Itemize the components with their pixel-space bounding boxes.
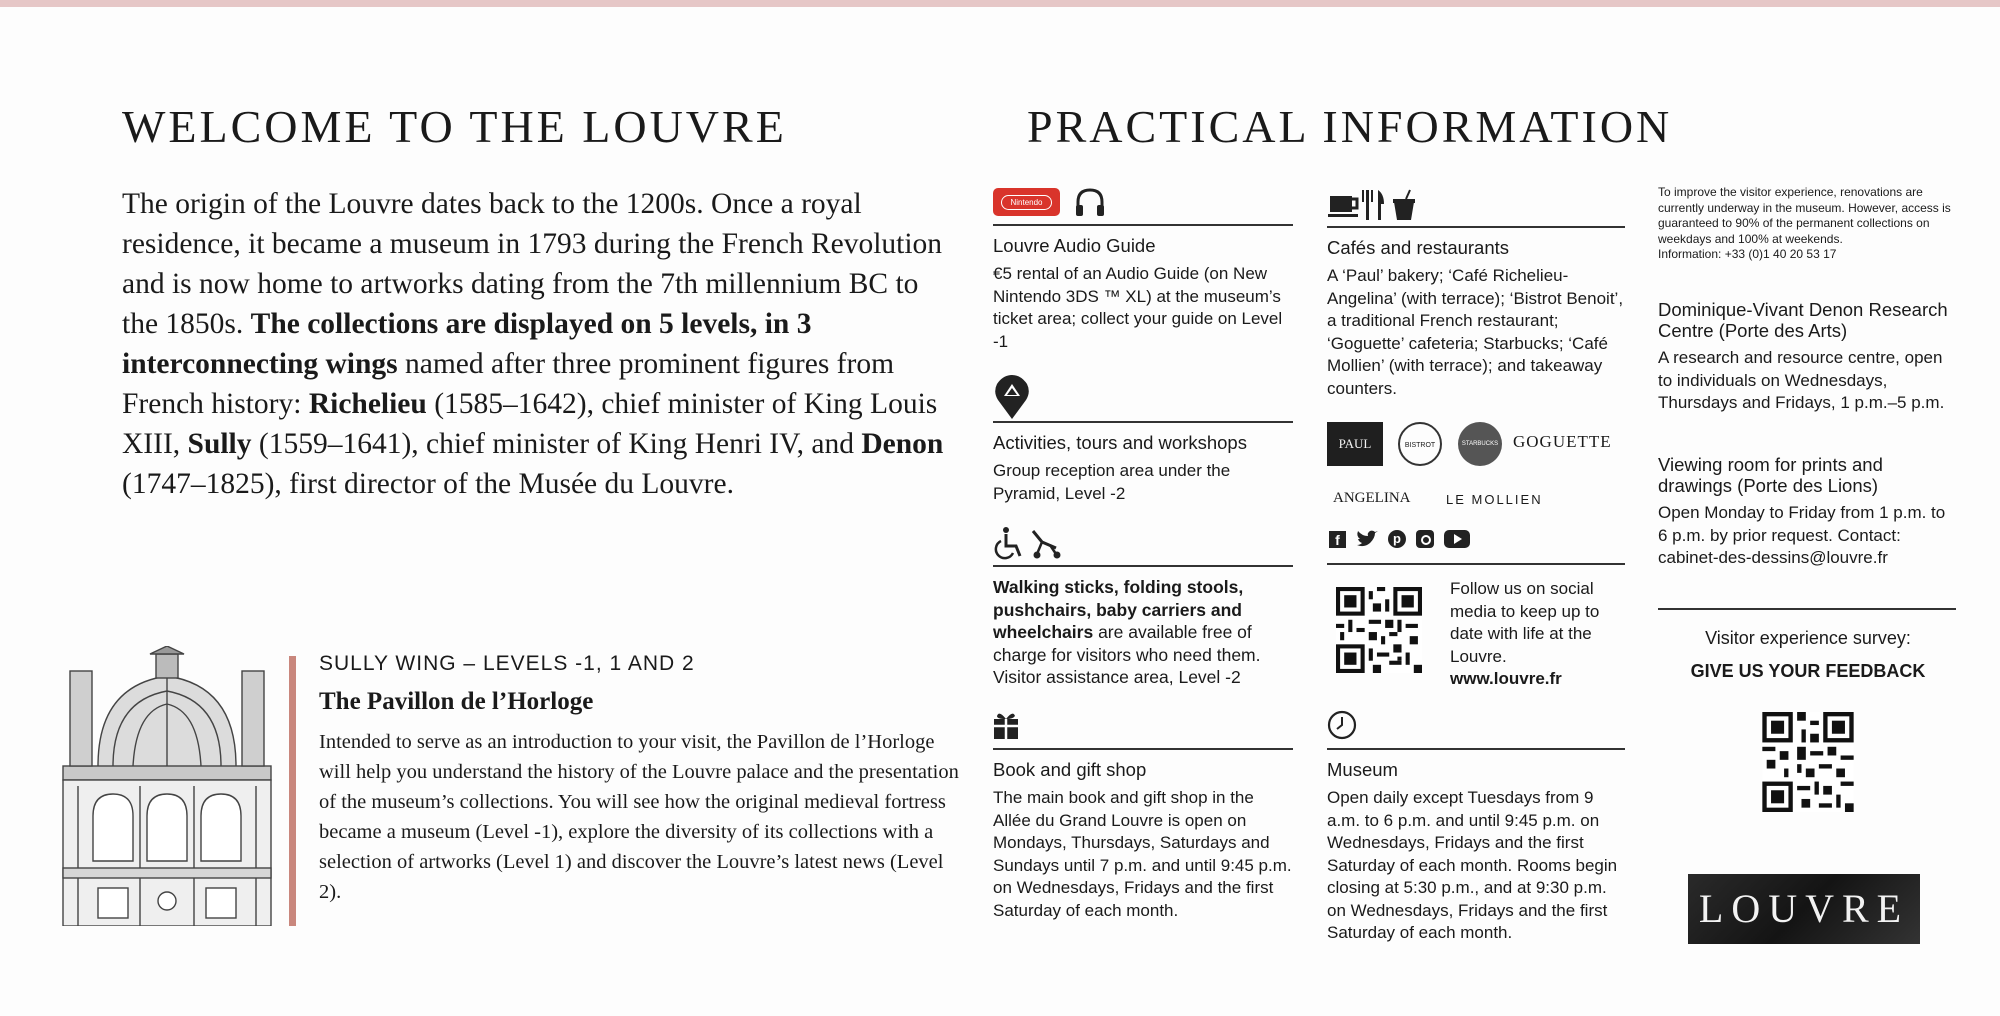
social-icons [1329, 530, 1470, 548]
sully-subtitle: SULLY WING – LEVELS -1, 1 AND 2 [319, 652, 695, 675]
pavillon-illustration [58, 646, 276, 926]
renovation-note [1658, 185, 1958, 263]
sully-body: Intended to serve as an introduction to your visit, the Pavillon de l’Horloge will help you understand the history of the Louvre palace and the presentation of the museum’s collections. You will see how the original medieval fortress became a museum (Level -1), explore the diversity of its collections with a selection of artworks (Level 1) and discover the Louvre’s latest news (Level 2). [319, 731, 959, 903]
museum-section [1327, 759, 1625, 945]
walking-section [993, 576, 1293, 689]
survey-line1: Visitor experience survey: [1705, 628, 1911, 648]
activities-rule [993, 421, 1293, 423]
mollien-logo: LE MOLLIEN [1446, 492, 1543, 507]
location-pin-icon [993, 374, 1031, 420]
shop-section [993, 759, 1293, 922]
welcome-paragraph [122, 184, 957, 504]
research-heading: Dominique-Vivant Denon Research Centre (Porte des Arts) [1658, 299, 1948, 341]
stroller-icon [1030, 528, 1064, 560]
facebook-icon[interactable]: f [1329, 531, 1346, 548]
takeaway-cup-icon [1393, 190, 1415, 220]
gift-icon [993, 710, 1019, 740]
louvre-logo: LOUVRE [1688, 874, 1920, 944]
research-text: A research and resource centre, open to individuals on Wednesdays, Thursdays and Fridays, 1 p.m.–5 p.m. [1658, 348, 1945, 412]
cafes-rule [1327, 226, 1625, 228]
welcome-text-c: named after three prominent figures from French history: [122, 348, 895, 420]
cafes-heading: Cafés and restaurants [1327, 237, 1510, 258]
paul-logo: PAUL [1327, 422, 1383, 466]
twitter-icon[interactable] [1356, 530, 1378, 548]
practical-title: PRACTICAL INFORMATION [1027, 101, 1673, 152]
audio-rule [993, 224, 1293, 226]
walking-text: are available free of charge for visitors who need them. Visitor assistance area, Level -2 [993, 622, 1261, 687]
welcome-text-bold: The collections are displayed on 5 levels, in 3 interconnecting wings [122, 308, 812, 380]
shop-heading: Book and gift shop [993, 759, 1147, 780]
bistrot-logo: BISTROT [1398, 422, 1442, 466]
welcome-text-f: (1747–1825), first director of the Musée du Louvre. [122, 468, 734, 500]
audio-text: €5 rental of an Audio Guide (on New Nintendo 3DS ™ XL) at the museum’s ticket area; collect your guide on Level -1 [993, 264, 1283, 351]
prints-text: Open Monday to Friday from 1 p.m. to 6 p.m. by prior request. Contact: cabinet-des-dessins@louvre.fr [1658, 503, 1946, 567]
welcome-denon: Denon [861, 428, 944, 460]
website-link[interactable]: www.louvre.fr [1450, 669, 1562, 688]
nintendo-badge-label: Nintendo [1001, 195, 1052, 210]
walking-rule [993, 565, 1293, 567]
pinterest-icon[interactable]: p [1388, 530, 1406, 548]
welcome-text-d: (1585–1642), chief minister of King Louis XIII, [122, 388, 938, 460]
coffee-cup-icon [1328, 196, 1358, 217]
top-border [0, 0, 2000, 7]
wheelchair-icon [993, 526, 1027, 560]
museum-heading: Museum [1327, 759, 1398, 780]
activities-text: Group reception area under the Pyramid, Level -2 [993, 461, 1231, 503]
starbucks-logo: STARBUCKS [1458, 422, 1502, 466]
prints-section [1658, 454, 1958, 570]
research-section [1658, 299, 1958, 415]
survey-line2: GIVE US YOUR FEEDBACK [1690, 661, 1926, 681]
audio-heading: Louvre Audio Guide [993, 235, 1156, 256]
walking-bold: Walking sticks, folding stools, pushchairs, baby carriers and wheelchairs [993, 577, 1244, 642]
social-section [1450, 578, 1625, 691]
museum-rule [1327, 748, 1625, 750]
welcome-richelieu: Richelieu [308, 388, 427, 420]
museum-text: Open daily except Tuesdays from 9 a.m. to 6 p.m. and until 9:45 p.m. on Wednesdays, Fridays and the first Saturday of each month. Rooms begin closing at 5:30 p.m., and at 9:30 p.m. on Wednesdays, Fridays and the first Saturday of each month. [1327, 788, 1618, 942]
youtube-icon[interactable] [1444, 530, 1470, 548]
headphones-icon [1073, 185, 1107, 219]
audio-section [993, 235, 1293, 353]
shop-rule [993, 748, 1293, 750]
survey-rule [1658, 608, 1956, 610]
sully-title: The Pavillon de l’Horloge [319, 688, 594, 715]
prints-heading: Viewing room for prints and drawings (Porte des Lions) [1658, 454, 1883, 496]
cafes-section [1327, 237, 1625, 400]
cafe-icons [1328, 188, 1418, 222]
welcome-title: WELCOME TO THE LOUVRE [122, 101, 787, 152]
sully-accent-bar [289, 656, 296, 926]
welcome-sully: Sully [187, 428, 252, 460]
shop-text: The main book and gift shop in the Allée du Grand Louvre is open on Mondays, Thursdays, Saturdays and Sundays until 7 p.m. and until 9:45 p.m. on Wednesdays, Fridays and the first Saturday of each month. [993, 788, 1292, 920]
social-text: Follow us on social media to keep up to date with life at the Louvre. [1450, 579, 1600, 666]
goguette-logo: GOGUETTE [1513, 432, 1612, 451]
instagram-icon[interactable] [1416, 530, 1434, 548]
angelina-logo: ANGELINA [1333, 490, 1411, 506]
clock-icon [1327, 710, 1357, 740]
cutlery-icon [1362, 190, 1384, 220]
qr-code-icon[interactable] [1336, 587, 1422, 673]
social-rule [1327, 563, 1625, 565]
renovation-text: To improve the visitor experience, renovations are currently underway in the museum. However, access is guaranteed to 90% of the permanent collections on weekdays and 100% at weekends. [1658, 185, 1951, 246]
survey-section [1658, 628, 1958, 682]
activities-heading: Activities, tours and workshops [993, 432, 1247, 453]
activities-section [993, 432, 1293, 505]
survey-qr-code-icon[interactable] [1762, 712, 1854, 812]
welcome-text-a: The origin of the Louvre dates back to the 1200s. Once a royal residence, it became a museum in 1793 during the French Revolution and is now home to artworks dating from the 7th millennium BC to the 1850s. [122, 188, 943, 340]
welcome-text-e: (1559–1641), chief minister of King Henri IV, and [251, 428, 862, 460]
renovation-info: Information: +33 (0)1 40 20 53 17 [1658, 247, 1837, 261]
cafes-text: A ‘Paul’ bakery; ‘Café Richelieu-Angelina’ (with terrace); ‘Bistrot Benoit’, a traditional French restaurant; ‘Goguette’ cafeteria; Starbucks; ‘Café Mollien’ (with terrace); and takeaway counters. [1327, 266, 1624, 398]
nintendo-badge [993, 188, 1060, 216]
